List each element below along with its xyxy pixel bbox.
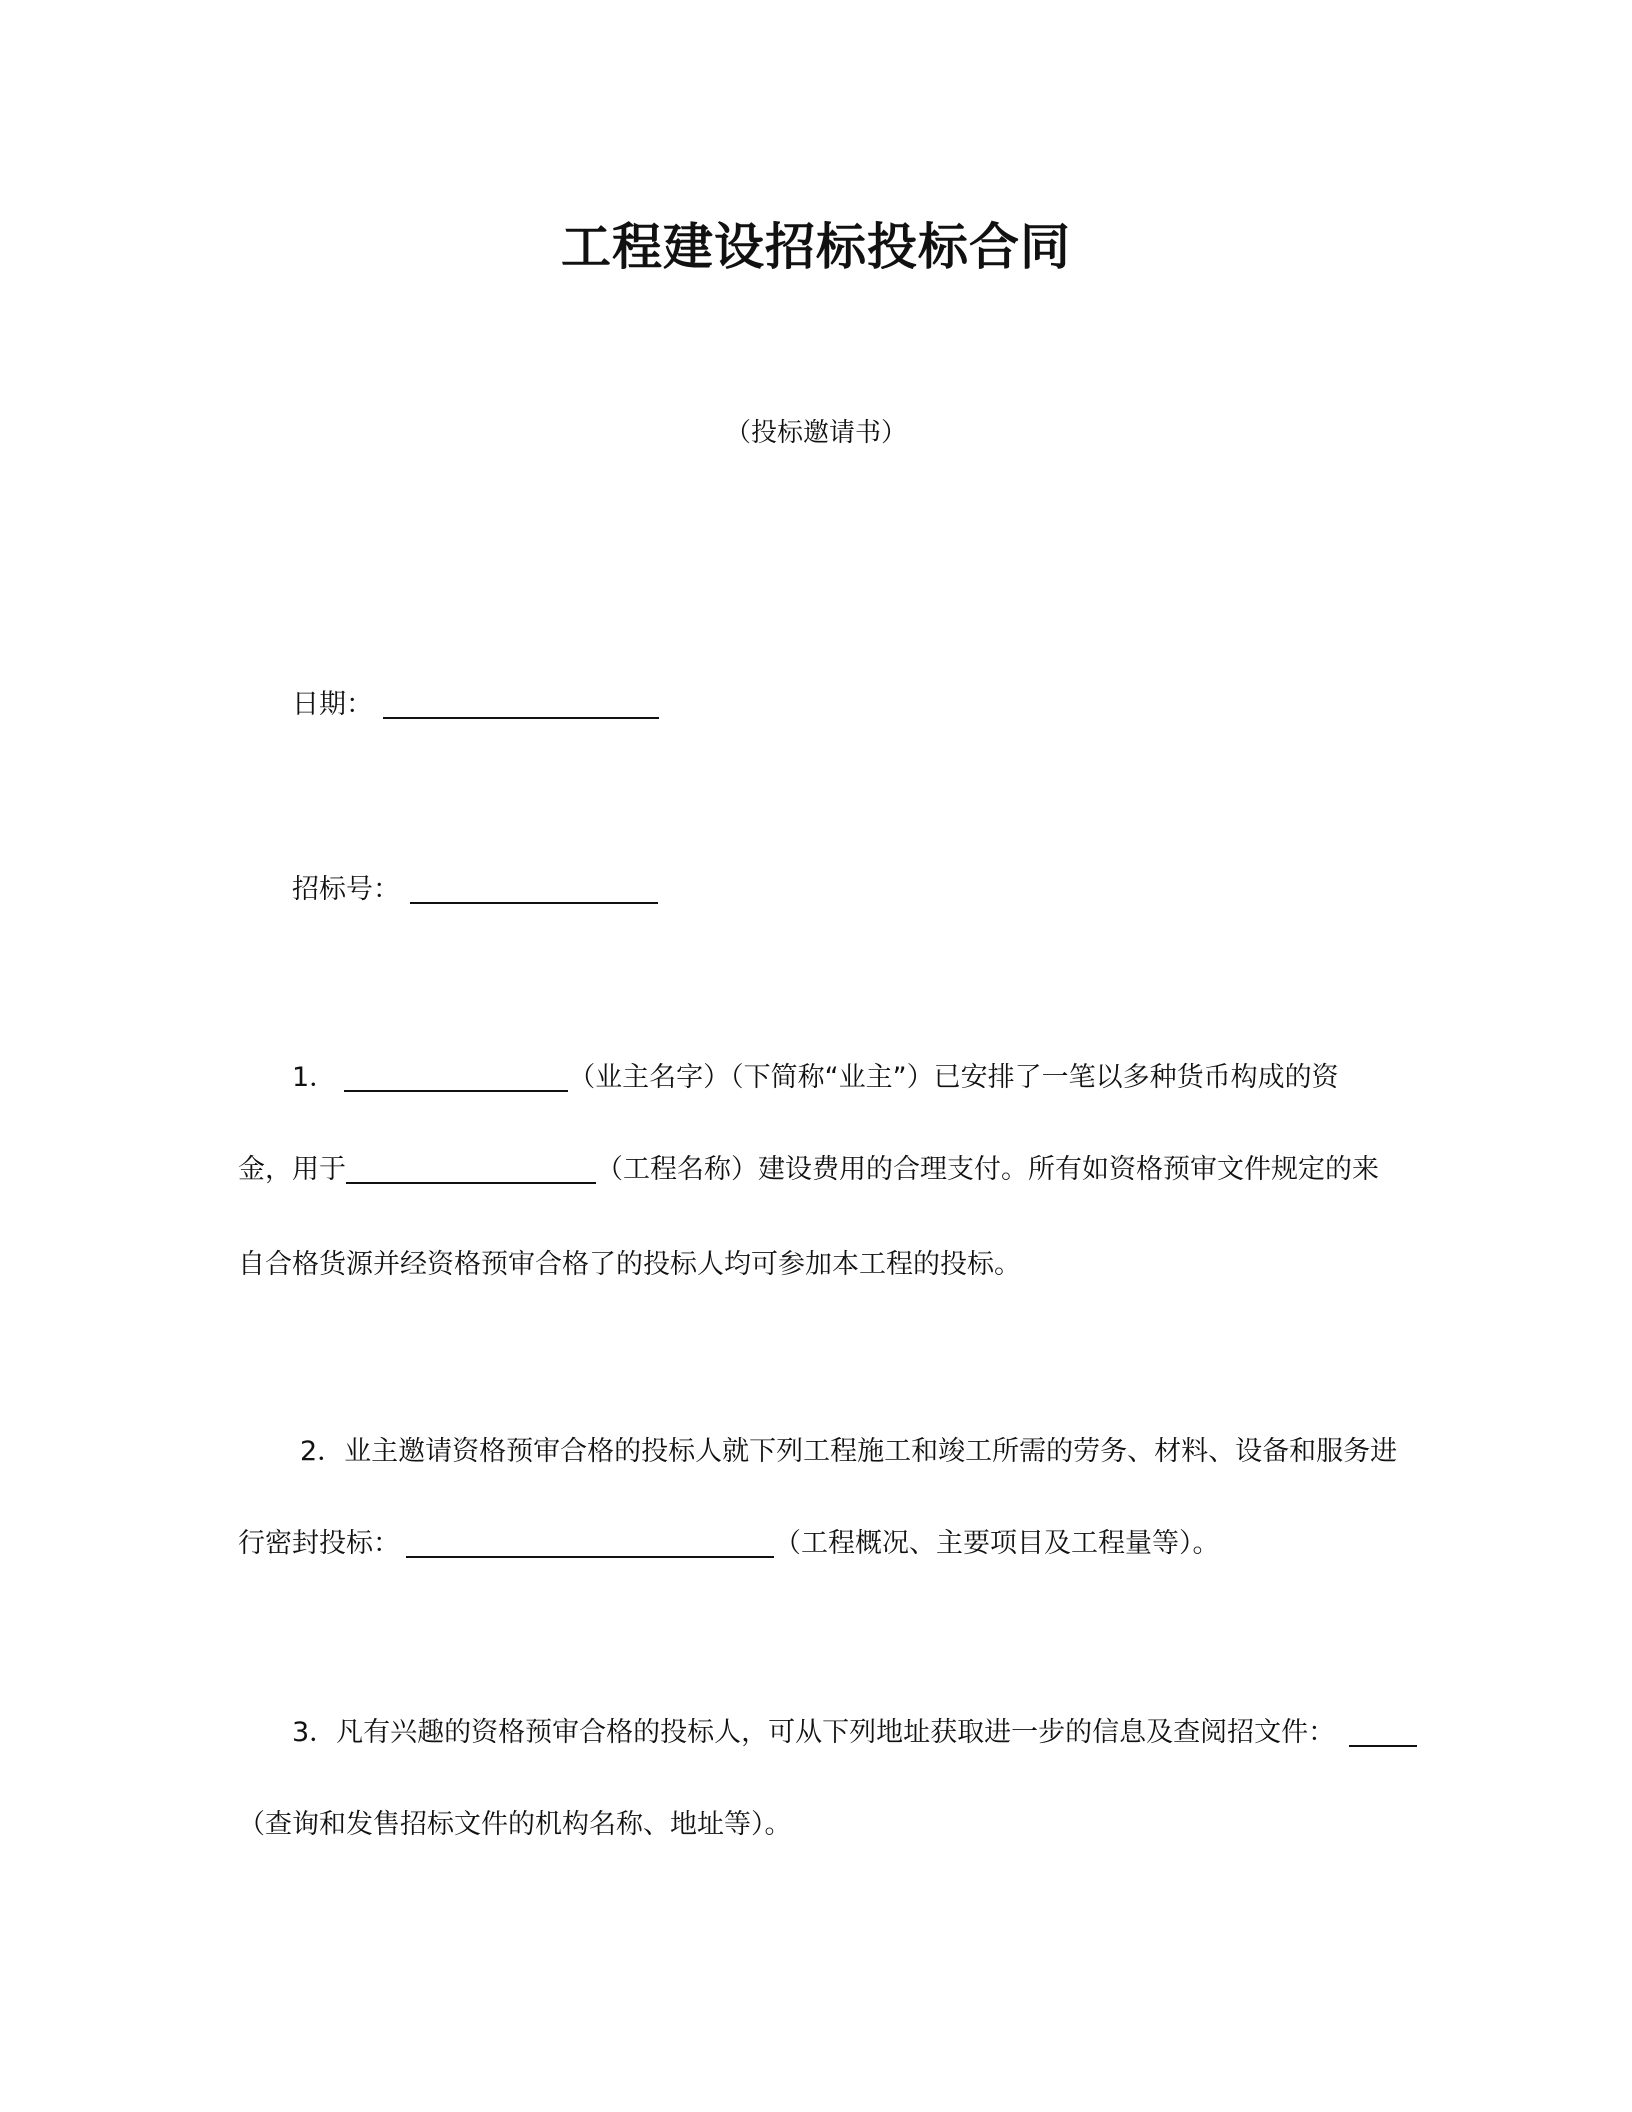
paragraph-3-line-2	[238, 1805, 792, 1845]
document-title: 工程建设招标投标合同	[561, 218, 1071, 276]
project-overview-blank	[406, 1526, 774, 1558]
p2-text-2b: （工程概况、主要项目及工程量等）。	[774, 1528, 1220, 1559]
paragraph-2-line-2	[238, 1524, 1220, 1564]
p3-text-1: 3．凡有兴趣的资格预审合格的投标人，可从下列地址获取进一步的信息及查阅招文件：	[292, 1717, 1336, 1748]
owner-name-blank	[344, 1060, 568, 1092]
bid-number-line	[292, 870, 658, 910]
address-blank	[1349, 1715, 1417, 1747]
p2-text-1: 2．业主邀请资格预审合格的投标人就下列工程施工和竣工所需的劳务、材料、设备和服务进	[300, 1436, 1398, 1467]
p1-number: 1．	[292, 1062, 337, 1093]
document-subtitle: （投标邀请书）	[724, 418, 907, 448]
p1-text-3: 自合格货源并经资格预审合格了的投标人均可参加本工程的投标。	[238, 1249, 1021, 1280]
p1-text-1: （业主名字）（下简称“业主”）已安排了一笔以多种货币构成的资	[568, 1062, 1339, 1093]
paragraph-2-line-1	[300, 1432, 1397, 1472]
p3-text-2: （查询和发售招标文件的机构名称、地址等）。	[238, 1809, 792, 1840]
p2-text-2a: 行密封投标：	[238, 1528, 400, 1559]
paragraph-3-line-1	[292, 1713, 1417, 1753]
date-blank	[383, 687, 659, 719]
bid-number-label: 招标号：	[292, 874, 400, 905]
paragraph-1-line-2	[238, 1150, 1379, 1190]
p1-text-2a: 金，用于	[238, 1154, 346, 1185]
paragraph-1-line-1	[292, 1058, 1339, 1098]
project-name-blank	[346, 1152, 596, 1184]
date-line	[292, 685, 659, 725]
paragraph-1-line-3	[238, 1245, 1021, 1285]
date-label: 日期：	[292, 689, 373, 720]
p1-text-2b: （工程名称）建设费用的合理支付。所有如资格预审文件规定的来	[596, 1154, 1379, 1185]
bid-number-blank	[410, 872, 658, 904]
